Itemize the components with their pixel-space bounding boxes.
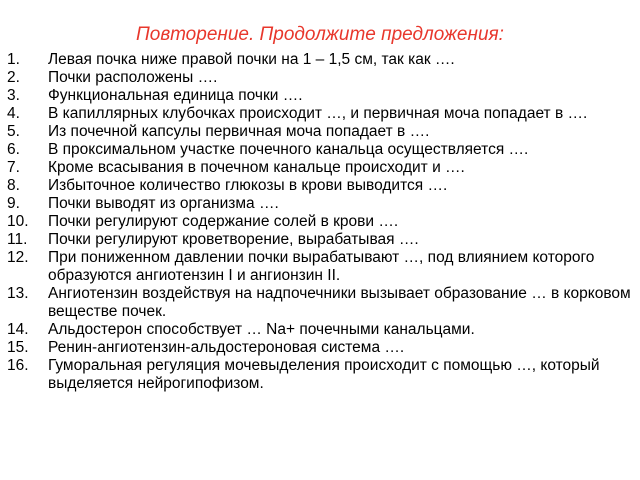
item-number: 11. [7, 231, 28, 248]
item-text: Альдостерон способствует … Na+ почечными канальцами. [48, 321, 475, 338]
item-text: Почки расположены …. [48, 69, 218, 86]
list-item [7, 249, 633, 285]
list-item [7, 105, 633, 123]
list-item [7, 195, 633, 213]
list-item [7, 69, 633, 87]
list-item [7, 87, 633, 105]
item-text: Ренин-ангиотензин-альдостероновая система …. [48, 339, 405, 356]
list-item [7, 159, 633, 177]
item-number: 7. [7, 159, 20, 176]
item-number: 12. [7, 249, 29, 266]
item-number: 16. [7, 357, 29, 374]
list-item [7, 177, 633, 195]
sentence-list [7, 51, 633, 393]
item-number: 13. [7, 285, 29, 302]
item-number: 8. [7, 177, 20, 194]
item-number: 4. [7, 105, 20, 122]
list-item [7, 231, 633, 249]
item-text: Почки регулируют кроветворение, вырабатывая …. [48, 231, 419, 248]
list-item [7, 321, 633, 339]
list-item [7, 141, 633, 159]
item-number: 6. [7, 141, 20, 158]
item-number: 14. [7, 321, 29, 338]
list-item [7, 213, 633, 231]
item-text: Кроме всасывания в почечном канальце происходит и …. [48, 159, 465, 176]
item-number: 1. [7, 51, 20, 68]
item-number: 10. [7, 213, 29, 230]
item-text: Почки выводят из организма …. [48, 195, 279, 212]
list-item [7, 339, 633, 357]
item-number: 3. [7, 87, 20, 104]
list-item [7, 123, 633, 141]
item-number: 5. [7, 123, 20, 140]
list-item [7, 51, 633, 69]
item-text: Ангиотензин воздействуя на надпочечники вызывает образование … в корковом веществе почек. [48, 285, 631, 320]
list-item [7, 357, 633, 393]
item-text: Функциональная единица почки …. [48, 87, 303, 104]
item-text: В капиллярных клубочках происходит …, и первичная моча попадает в …. [48, 105, 588, 122]
item-text: Избыточное количество глюкозы в крови выводится …. [48, 177, 448, 194]
slide-title: Повторение. Продолжите предложения: [136, 24, 504, 45]
item-text: Левая почка ниже правой почки на 1 – 1,5 см, так как …. [48, 51, 455, 68]
item-text: В проксимальном участке почечного канальца осуществляется …. [48, 141, 529, 158]
item-text: Из почечной капсулы первичная моча попадает в …. [48, 123, 430, 140]
list-item [7, 285, 633, 321]
item-text: При пониженном давлении почки вырабатывают …, под влиянием которого образуются ангиотензин I и ангионзин II. [48, 249, 595, 284]
item-number: 15. [7, 339, 29, 356]
item-text: Гуморальная регуляция мочевыделения происходит с помощью …, который выделяется нейрогипофизом. [48, 357, 600, 392]
item-text: Почки регулируют содержание солей в крови …. [48, 213, 399, 230]
item-number: 2. [7, 69, 20, 86]
item-number: 9. [7, 195, 20, 212]
